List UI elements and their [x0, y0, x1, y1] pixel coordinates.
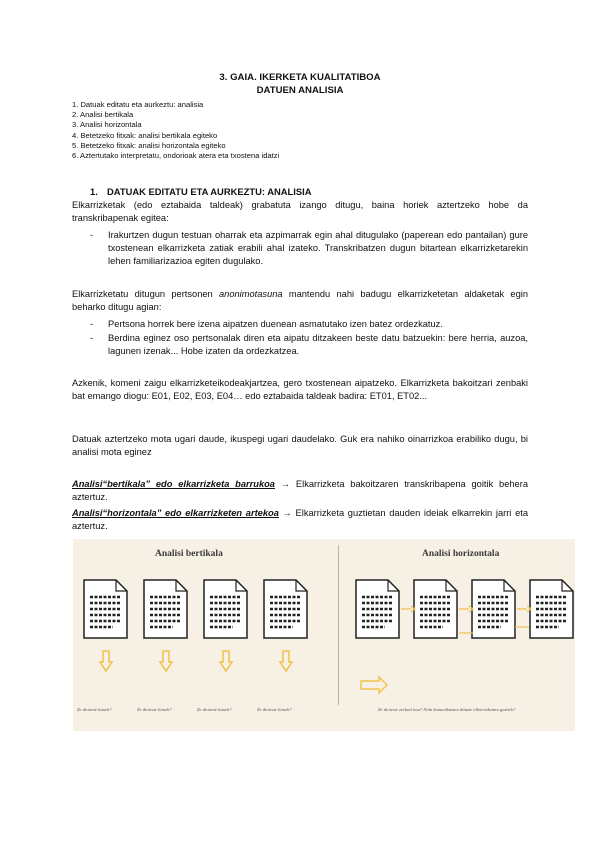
document-icon — [143, 579, 188, 639]
table-of-contents — [72, 100, 279, 161]
panel-divider — [338, 545, 339, 705]
question-caption: Ze dioteste zerbait hau? Nola komunikatzen dituzte elkarrizketatu guztiek? — [378, 707, 516, 712]
document-icon — [203, 579, 248, 639]
arrow-down-icon — [279, 650, 293, 672]
arrow-down-icon — [99, 650, 113, 672]
horizontal-connectors — [355, 603, 575, 703]
bullet-text: Berdina eginez oso pertsonalak diren eta aipatu ditzakeen beste datu batzuekin: bere herria, auzoa, lagunen izenak... Hobe izaten da ordezkatzea. — [108, 333, 528, 356]
document-subtitle: DATUEN ANALISIA — [256, 85, 344, 96]
question-caption: Ze dioteste hanek? — [77, 707, 112, 712]
document-icon — [263, 579, 308, 639]
paragraph-vertical-analysis: Analisi“bertikala” edo elkarrizketa barrukoa → Elkarrizketa bakoitzaren transkribapena goitik behera aztertuz. — [72, 479, 528, 502]
document-icon — [83, 579, 128, 639]
toc-item: 4. Betetzeko fitxak: analisi bertikala egiteko — [72, 130, 218, 140]
emphasis-anonimotasuna: anonimotasuna — [219, 289, 283, 299]
question-caption: Ze dioteste hanek? — [137, 707, 172, 712]
toc-item: 1. Datuak editatu eta aurkeztu: analisia — [72, 100, 204, 109]
toc-item: 5. Betetzeko fitxak: analisi horizontala egiteko — [72, 140, 226, 150]
toc-item: 2. Analisi bertikala — [72, 110, 134, 120]
paragraph-horizontal-analysis: Analisi“horizontala” edo elkarrizketen artekoa → Elkarrizketa guztietan dauden ideiak elkarrekin jarri eta aztertuz. — [72, 508, 528, 531]
horizontal-panel-title: Analisi horizontala — [422, 549, 500, 559]
bullet-text: Irakurtzen dugun testuan oharrak eta azpimarrak egin ahal ditugulako (paperean edo pantailan) gure txostenean elkarrizketa zatiak erabili ahal izateko. Transkribatzen dugun bitartean elkarrizketarekin lehen familiarizazioa egiten dugulako. — [108, 230, 528, 266]
bullet-item: - Pertsona horrek bere izena aipatzen duenean asmatutako izen batez ordezkatuz. — [90, 318, 528, 331]
analysis-diagram — [73, 539, 575, 731]
paragraph-codes: Azkenik, komeni zaigu elkarrizketeikodeakjartzea, gero txostenean aipatzeko. Elkarrizketa bakoitzari zenbaki bat emango diogu: E01, E02, E03, E04… edo eztabaida taldeak badira: ET01, ET02... — [72, 378, 528, 401]
question-caption: Ze dioteste hanek? — [197, 707, 232, 712]
toc-item: 6. Aztertutako interpretatu, ondorioak atera eta txostena idatzi — [72, 151, 280, 161]
bullet-item: - Irakurtzen dugun testuan oharrak eta azpimarrak egin ahal ditugulako (paperean edo pantailan) gure txostenean elkarrizketa zatiak erabili ahal izateko. Transkribatzen dugun bitartean elkarrizketarekin lehen familiarizazioa egiten dugulako. — [90, 230, 528, 266]
vertical-analysis-label: Analisi“bertikala” edo elkarrizketa barrukoa — [72, 479, 275, 489]
arrow-down-icon — [219, 650, 233, 672]
paragraph-analysis-types: Datuak aztertzeko mota ugari daude, ikuspegi ugari daudelako. Guk era nahiko oinarrizkoa erabiliko dugu, bi analisi mota eginez — [72, 434, 528, 457]
bullet-text: Pertsona horrek bere izena aipatzen duenean asmatutako izen batez ordezkatuz. — [108, 319, 443, 329]
toc-item: 3. Analisi horizontala — [72, 120, 142, 130]
paragraph-transcription: Elkarrizketak (edo eztabaida taldeak) grabatuta izango ditugu, baina horiek aztertzeko hobe da transkribapenak egitea: — [72, 200, 528, 223]
document-title: 3. GAIA. IKERKETA KUALITATIBOA — [219, 72, 381, 83]
paragraph-anonymity: Elkarrizketatu ditugun pertsonen anonimotasuna mantendu nahi badugu elkarrizketetan aldaketak egin beharko ditugu agian: — [72, 289, 529, 312]
arrow-down-icon — [159, 650, 173, 672]
horizontal-analysis-label: Analisi“horizontala” edo elkarrizketen artekoa — [72, 508, 279, 518]
question-caption: Ze dioteste hanek? — [257, 707, 292, 712]
bullet-item: - Berdina eginez oso pertsonalak diren eta aipatu ditzakeen beste datu batzuekin: bere herria, auzoa, lagunen izenak... Hobe izaten da ordezkatzea. — [90, 333, 528, 356]
section-heading — [90, 186, 312, 197]
section-title: DATUAK EDITATU ETA AURKEZTU: ANALISIA — [107, 186, 312, 197]
section-number: 1. — [90, 186, 98, 197]
vertical-panel-title: Analisi bertikala — [155, 549, 223, 559]
